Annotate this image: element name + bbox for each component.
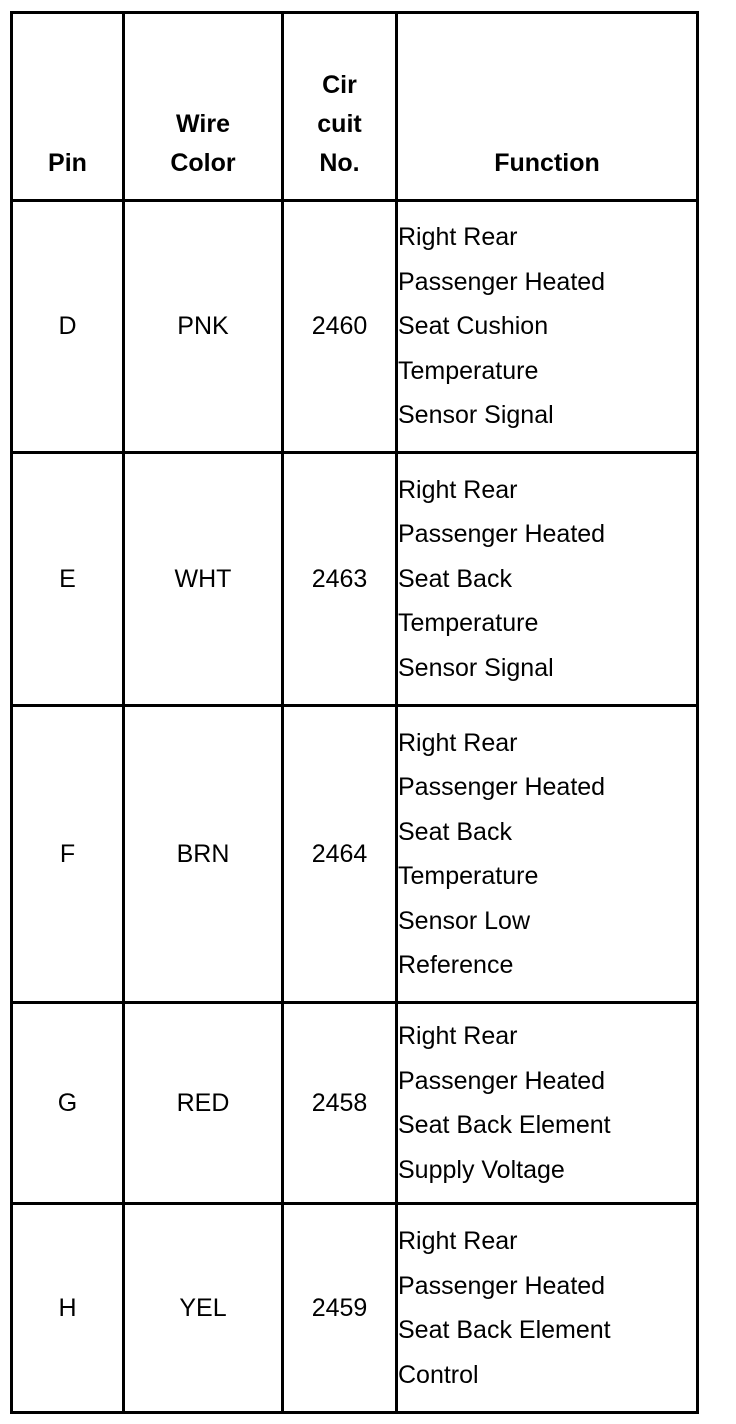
table-row bbox=[12, 1204, 698, 1413]
pin-cell: F bbox=[12, 706, 124, 1003]
wire-color-cell: WHT bbox=[124, 453, 283, 706]
table-header-row bbox=[12, 13, 698, 201]
table-row bbox=[12, 201, 698, 453]
connector-pin-table bbox=[10, 11, 699, 1414]
function-cell: Right Rear Passenger Heated Seat Back Temperature Sensor Low Reference bbox=[397, 706, 698, 1003]
table-row bbox=[12, 453, 698, 706]
header-function: Function bbox=[397, 13, 698, 201]
table-row bbox=[12, 1003, 698, 1204]
circuit-cell: 2464 bbox=[283, 706, 397, 1003]
header-wire-color: Wire Color bbox=[124, 13, 283, 201]
table-row bbox=[12, 706, 698, 1003]
wire-color-cell: YEL bbox=[124, 1204, 283, 1413]
circuit-cell: 2458 bbox=[283, 1003, 397, 1204]
header-circuit-number: Cir cuit No. bbox=[283, 13, 397, 201]
wire-color-cell: BRN bbox=[124, 706, 283, 1003]
header-pin: Pin bbox=[12, 13, 124, 201]
function-cell: Right Rear Passenger Heated Seat Back Element Control bbox=[397, 1204, 698, 1413]
pin-cell: H bbox=[12, 1204, 124, 1413]
wire-color-cell: RED bbox=[124, 1003, 283, 1204]
function-cell: Right Rear Passenger Heated Seat Cushion Temperature Sensor Signal bbox=[397, 201, 698, 453]
circuit-cell: 2463 bbox=[283, 453, 397, 706]
wire-color-cell: PNK bbox=[124, 201, 283, 453]
circuit-cell: 2459 bbox=[283, 1204, 397, 1413]
function-cell: Right Rear Passenger Heated Seat Back Temperature Sensor Signal bbox=[397, 453, 698, 706]
pin-cell: D bbox=[12, 201, 124, 453]
function-cell: Right Rear Passenger Heated Seat Back Element Supply Voltage bbox=[397, 1003, 698, 1204]
pin-cell: E bbox=[12, 453, 124, 706]
pin-cell: G bbox=[12, 1003, 124, 1204]
circuit-cell: 2460 bbox=[283, 201, 397, 453]
